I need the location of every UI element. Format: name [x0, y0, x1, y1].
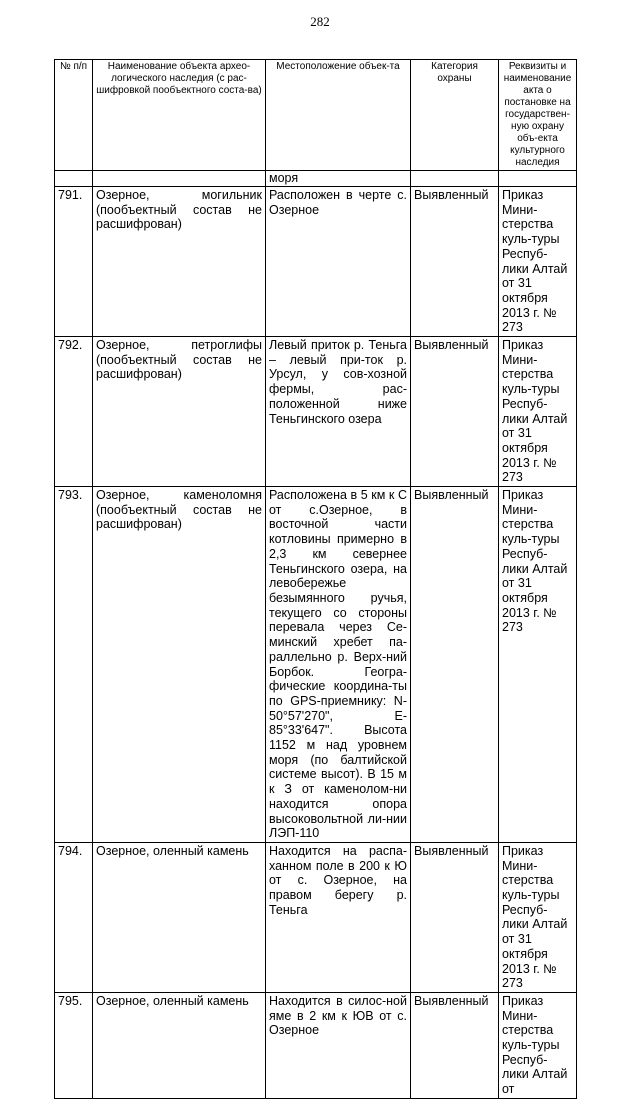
cell-name — [93, 171, 266, 187]
cell-num: 795. — [55, 992, 93, 1098]
cell-name: Озерное, оленный камень — [93, 842, 266, 992]
continuation-row — [55, 171, 577, 187]
table-header-row — [55, 60, 577, 171]
cell-act: Приказ Мини-стерства куль-туры Респуб-лики Алтай от 31 октября 2013 г. № 273 — [499, 842, 577, 992]
cell-category — [411, 171, 499, 187]
cell-act: Приказ Мини-стерства куль-туры Респуб-лики Алтай от 31 октября 2013 г. № 273 — [499, 187, 577, 337]
cell-name: Озерное, петроглифы (пообъектный состав не расшифрован) — [93, 337, 266, 487]
heritage-registry-table — [54, 59, 577, 1099]
cell-num: 794. — [55, 842, 93, 992]
cell-location: Находится в силос-ной яме в 2 км к ЮВ от с. Озерное — [266, 992, 411, 1098]
cell-act: Приказ Мини-стерства куль-туры Респуб-лики Алтай от — [499, 992, 577, 1098]
cell-location: Левый приток р. Теньга – левый при-ток р. Урсул, у сов-хозной фермы, рас-положенной ниже Теньгинского озера — [266, 337, 411, 487]
header-location: Местоположение объек-та — [266, 60, 411, 171]
table-row — [55, 842, 577, 992]
cell-num: 792. — [55, 337, 93, 487]
table-row — [55, 187, 577, 337]
cell-act — [499, 171, 577, 187]
page-number: 282 — [310, 14, 330, 29]
cell-location: Находится на распа-ханном поле в 200 к Ю от с. Озерное, на правом берегу р. Теньга — [266, 842, 411, 992]
cell-category: Выявленный — [411, 842, 499, 992]
table-row — [55, 992, 577, 1098]
cell-location: Расположен в черте с. Озерное — [266, 187, 411, 337]
cell-location: моря — [266, 171, 411, 187]
cell-name: Озерное, оленный камень — [93, 992, 266, 1098]
cell-num: 793. — [55, 487, 93, 843]
table-row — [55, 487, 577, 843]
cell-act: Приказ Мини-стерства куль-туры Респуб-лики Алтай от 31 октября 2013 г. № 273 — [499, 337, 577, 487]
cell-category: Выявленный — [411, 187, 499, 337]
cell-num: 791. — [55, 187, 93, 337]
cell-num — [55, 171, 93, 187]
cell-act: Приказ Мини-стерства куль-туры Респуб-лики Алтай от 31 октября 2013 г. № 273 — [499, 487, 577, 843]
header-num: № п/п — [55, 60, 93, 171]
cell-name: Озерное, каменоломня (пообъектный состав не расшифрован) — [93, 487, 266, 843]
cell-category: Выявленный — [411, 337, 499, 487]
header-name: Наименование объекта архео-логического наследия (с рас-шифровкой пообъектного соста-ва) — [93, 60, 266, 171]
cell-category: Выявленный — [411, 487, 499, 843]
cell-name: Озерное, могильник (пообъектный состав не расшифрован) — [93, 187, 266, 337]
header-act: Реквизиты и наименование акта о постановке на государствен-ную охрану объ-екта культурного наследия — [499, 60, 577, 171]
table-row — [55, 337, 577, 487]
header-category: Категория охраны — [411, 60, 499, 171]
cell-category: Выявленный — [411, 992, 499, 1098]
cell-location: Расположена в 5 км к С от с.Озерное, в восточной части котловины примерно в 2,3 км севернее Теньгинского озера, на левобережье безымянного ручья, текущего со стороны перевала через Се-минский хребет па-раллельно р. Верх-ний Борбок. Геогра-фические координа-ты по GPS-приемнику: N-50°57'270", E-85°33'647". Высота 1152 м над уровнем моря (по балтийской системе высот). В 15 м к З от каменолом-ни находится опора высоковольтной ли-нии ЛЭП-110 — [266, 487, 411, 843]
